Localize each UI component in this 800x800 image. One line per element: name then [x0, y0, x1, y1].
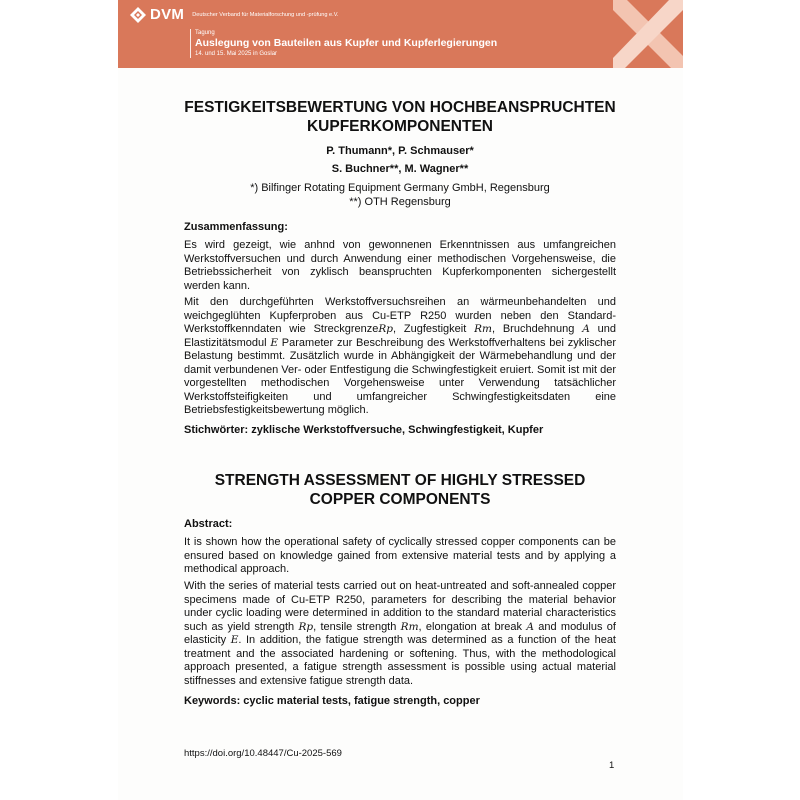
german-paragraph-1: Es wird gezeigt, wie anhnd von gewonnenen Erkenntnissen aus umfangreichen Werkstoffversuchen und durch Anwendung einer methodischen Vorgehensweise, die Betriebssicherheit von zyklisch beanspruchten Kupferkomponenten sichergestellt werden kann.	[184, 239, 616, 292]
english-para2-text-c: , elongation at break	[418, 620, 527, 633]
english-paragraph-2	[184, 580, 616, 688]
english-keywords: Keywords: cyclic material tests, fatigue strength, copper	[184, 695, 480, 707]
german-para2-text-a: Mit den durchgeführten Werkstoffversuchsreihen an wärmeunbehandelten und weichgeglühten Kupferproben aus Cu-ETP R250 wurden neben den Standard-Werkstoffkenndaten wie Streckgrenze	[184, 296, 616, 335]
english-para-2-block	[184, 580, 616, 688]
symbol-a: A	[582, 323, 590, 335]
german-title-line1: FESTIGKEITSBEWERTUNG VON HOCHBEANSPRUCHTEN	[184, 99, 616, 116]
german-para2-text-d: und Elastizitätsmodul	[184, 323, 616, 349]
german-para-2-block	[184, 296, 616, 418]
org-name: Deutscher Verband für Materialforschung und -prüfung e.V.	[192, 11, 339, 18]
symbol-rm-en: Rm	[400, 620, 419, 633]
german-title	[184, 98, 616, 136]
english-para-1-block	[184, 536, 616, 577]
symbol-rm: Rm	[474, 323, 492, 335]
german-title-line2: KUPFERKOMPONENTEN	[306, 118, 493, 135]
dvm-logo	[130, 6, 339, 23]
english-title-line2: COPPER COMPONENTS	[309, 491, 491, 508]
symbol-rp-en: Rp	[298, 620, 314, 633]
abstract-heading: Abstract:	[184, 518, 233, 530]
english-keywords-block	[184, 694, 616, 708]
authors-block	[184, 142, 616, 178]
english-abstract-heading	[184, 517, 616, 531]
conference-date: 14. und 15. Mai 2025 in Goslar	[195, 51, 278, 57]
german-keywords-block	[184, 423, 616, 437]
symbol-e: E	[270, 336, 279, 349]
affiliation-2: **) OTH Regensburg	[349, 196, 451, 208]
german-para2-text-e: Parameter zur Beschreibung des Werkstoffverhaltens bei zyklischer Belastung bestimmt. Zusätzlich wurde in Abhängigkeit der Wärmebehandlung und der damit verbundenen Ver- oder Entfestigung die Schwingfestigkeit eruiert. Somit ist mit der vorgestellten methodischen Vorgehensweise unter Verwendung tatsächlicher Werkstoffsteifigkeiten und umfangreicher Schwingfestigkeitsdaten eine Betriebsfestigkeitsbewertung möglich.	[184, 336, 616, 416]
conference-title: Auslegung von Bauteilen aus Kupfer und Kupferlegierungen	[195, 37, 498, 49]
english-para2-text-d: and modulus of elasticity	[184, 620, 616, 646]
event-label: Tagung	[195, 30, 215, 36]
german-keywords: Stichwörter: zyklische Werkstoffversuche, Schwingfestigkeit, Kupfer	[184, 424, 544, 436]
german-para-1-block	[184, 239, 616, 293]
affiliations	[184, 181, 616, 209]
symbol-a-en: A	[526, 620, 534, 633]
brand-name: DVM	[150, 6, 185, 23]
dvm-diamond-icon	[130, 7, 146, 23]
german-para2-text-c: , Bruchdehnung	[491, 323, 583, 335]
doi-link[interactable]: https://doi.org/10.48447/Cu-2025-569	[184, 748, 342, 759]
authors-line2: S. Buchner**, M. Wagner**	[331, 163, 469, 175]
affiliation-1: *) Bilfinger Rotating Equipment Germany GmbH, Regensburg	[250, 182, 550, 194]
conference-meta	[190, 29, 497, 58]
english-title-line1: STRENGTH ASSESSMENT OF HIGHLY STRESSED	[214, 472, 586, 489]
german-paragraph-2	[184, 296, 616, 418]
summary-heading: Zusammenfassung:	[184, 221, 288, 233]
page-number: 1	[609, 760, 615, 771]
symbol-e-en: E	[230, 634, 239, 646]
decorative-cross-icon	[613, 0, 683, 68]
english-para2-text-b: , tensile strength	[313, 620, 401, 633]
authors-line1: P. Thumann*, P. Schmauser*	[326, 145, 474, 157]
header-banner	[118, 0, 683, 68]
german-para2-text-b: , Zugfestigkeit	[393, 323, 475, 335]
english-title	[184, 471, 616, 509]
english-paragraph-1: It is shown how the operational safety of cyclically stressed copper components can be ensured based on knowledge gained from extensive material tests and by applying a methodical approach.	[184, 536, 616, 575]
english-para2-text-e: . In addition, the fatigue strength was determined as a function of the heat treatment and the associated hardening or softening. Thus, with the methodological approach presented, a fatigue strength assessment is possible using actual material stiffnesses and extensive fatigue strength data.	[184, 634, 616, 687]
english-para2-text-a: With the series of material tests carried out on heat-untreated and soft-annealed copper specimens made of Cu-ETP R250, parameters for describing the material behavior under cyclic loading were determined in addition to the standard material characteristics such as yield strength	[184, 580, 616, 633]
german-summary-heading	[184, 220, 616, 234]
symbol-rp: Rp	[378, 323, 394, 335]
